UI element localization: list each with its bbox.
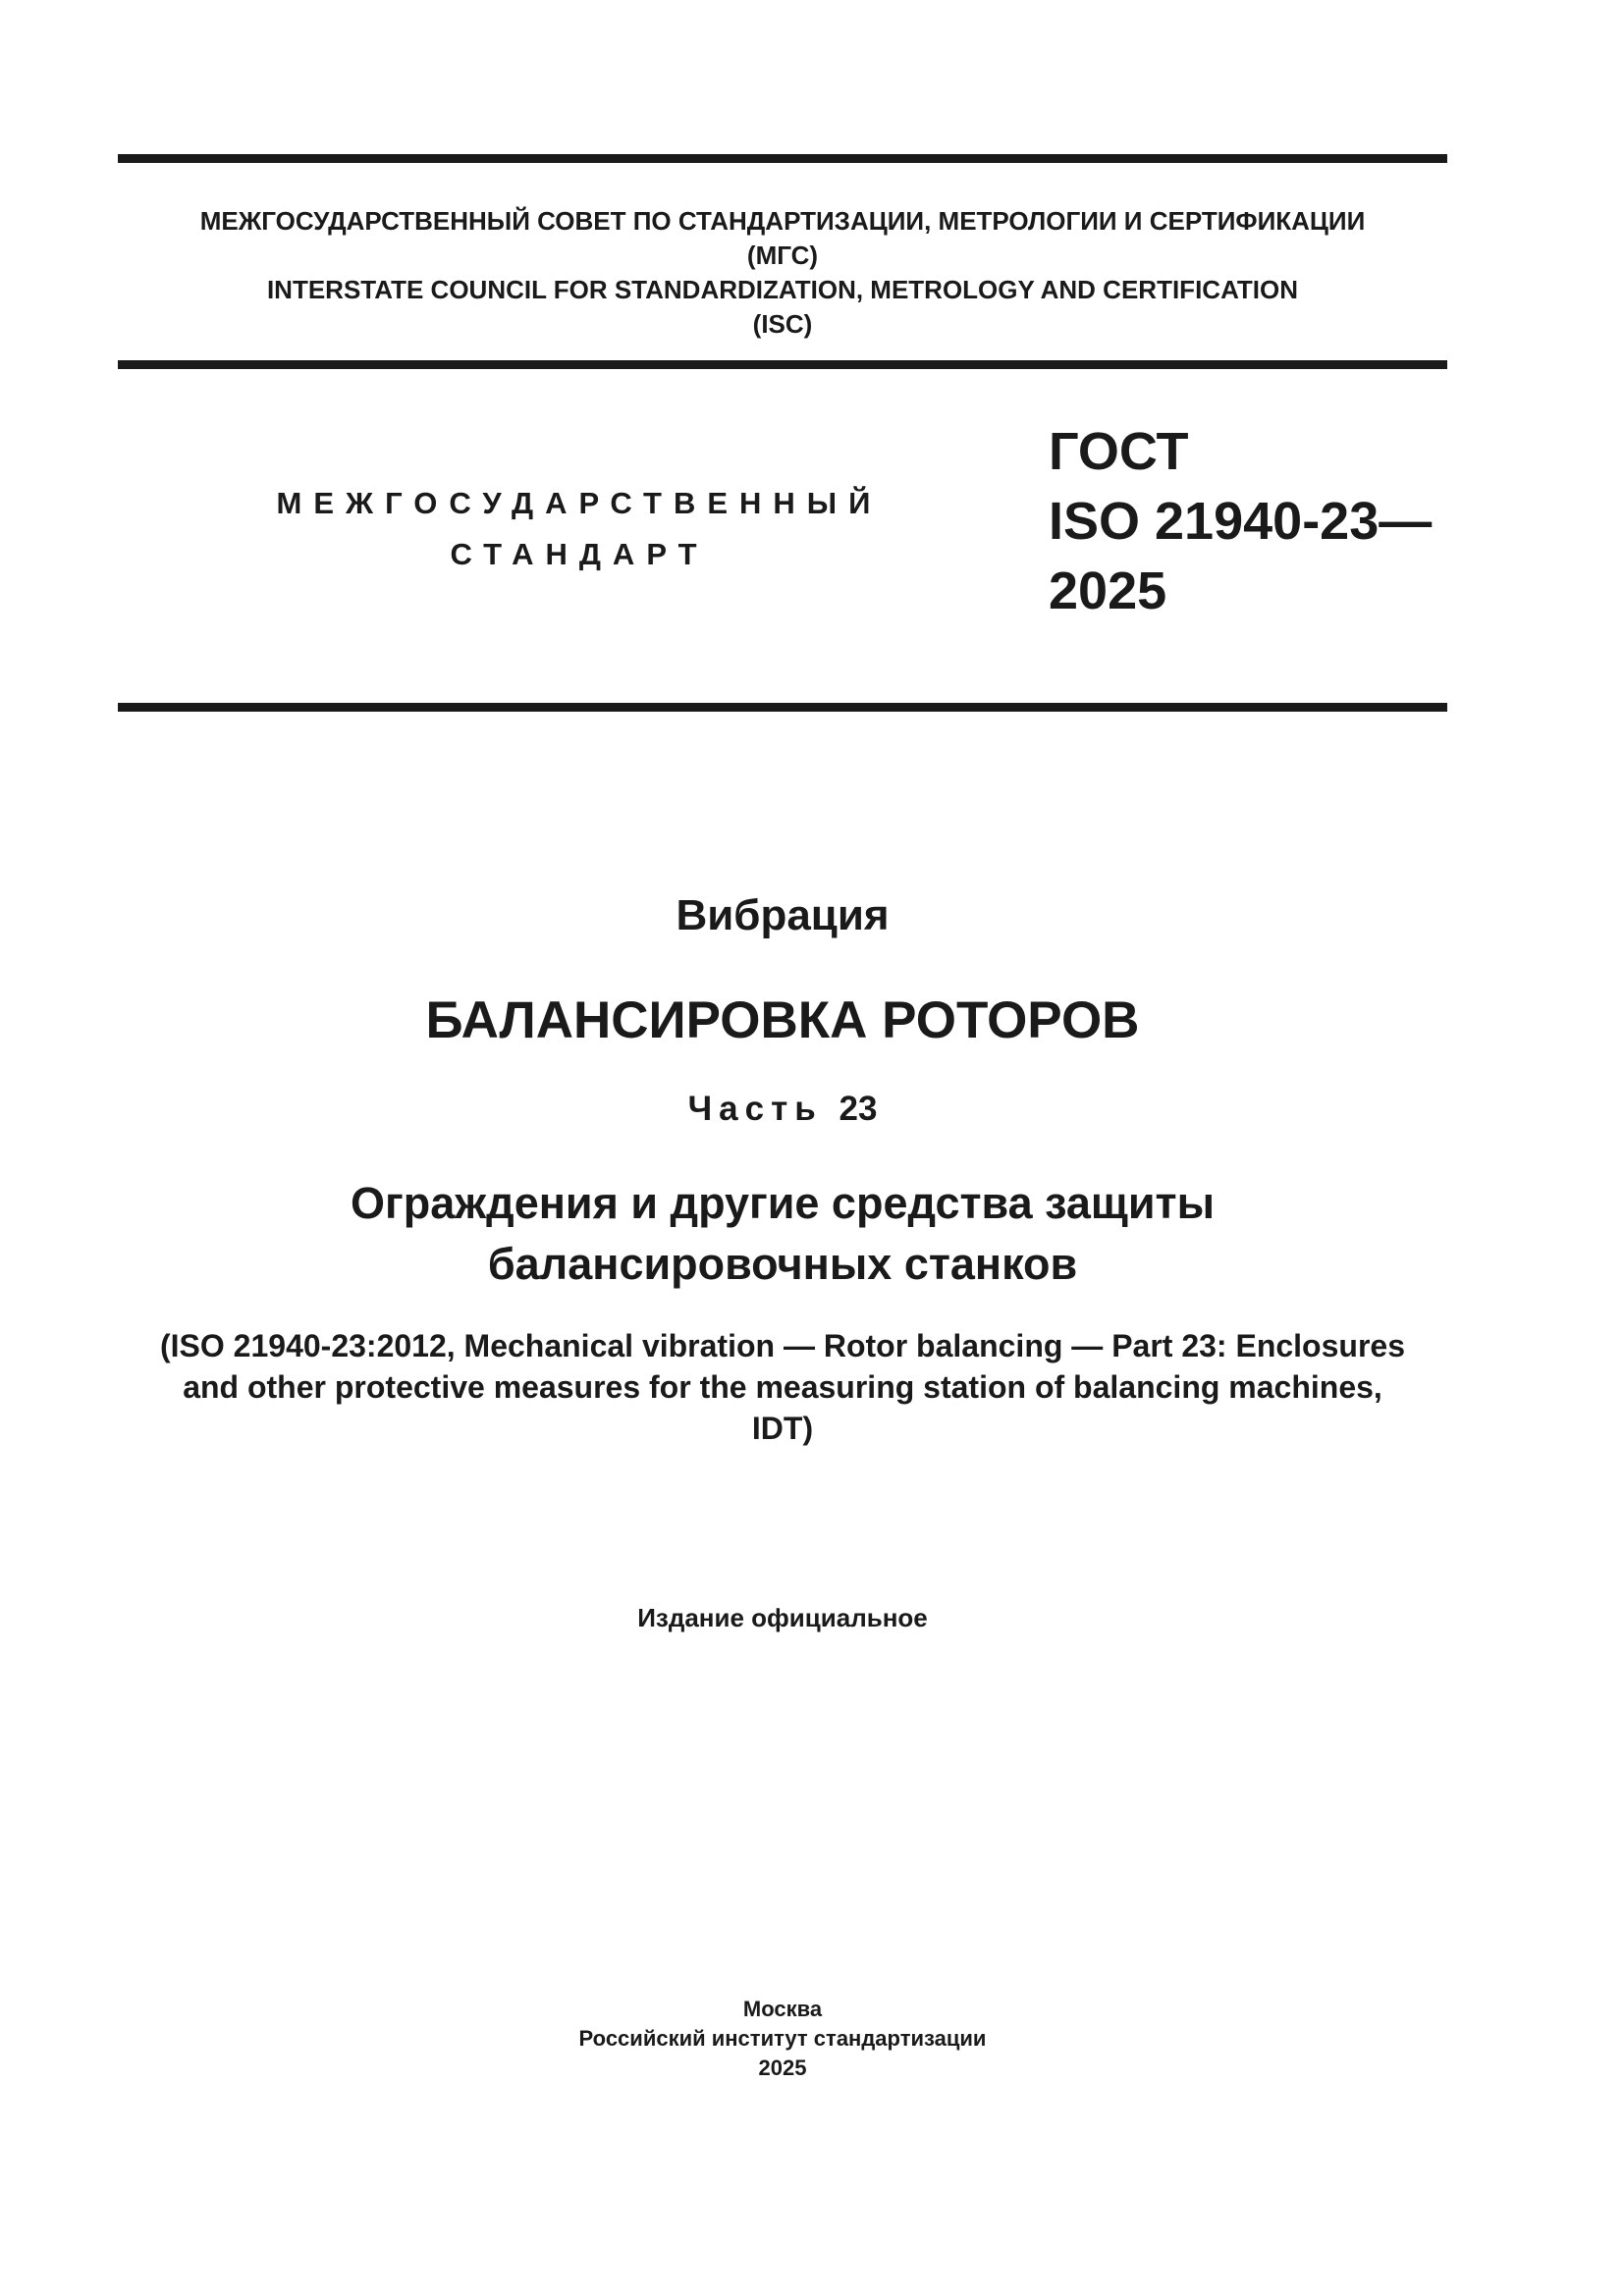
header-bottom-rule bbox=[118, 703, 1447, 712]
council-bottom-rule bbox=[118, 360, 1447, 369]
top-rule bbox=[118, 154, 1447, 163]
standard-type-line1: МЕЖГОСУДАРСТВЕННЫЙ bbox=[276, 486, 883, 520]
subtitle-line2: балансировочных станков bbox=[487, 1239, 1078, 1289]
title-subtitle bbox=[118, 1173, 1447, 1295]
part-number: 23 bbox=[839, 1090, 878, 1128]
iso-line2: and other protective measures for the measuring station of balancing machines, bbox=[183, 1369, 1382, 1405]
publisher-block bbox=[118, 1995, 1447, 2083]
title-main: БАЛАНСИРОВКА РОТОРОВ bbox=[425, 991, 1140, 1049]
council-ru-name: МЕЖГОСУДАРСТВЕННЫЙ СОВЕТ ПО СТАНДАРТИЗАЦИИ, МЕТРОЛОГИИ И СЕРТИФИКАЦИИ bbox=[199, 206, 1366, 236]
designation-line3: 2025 bbox=[1049, 561, 1167, 620]
iso-line1: (ISO 21940-23:2012, Mechanical vibration — Rotor balancing — Part 23: Enclosures bbox=[160, 1328, 1405, 1363]
title-part bbox=[118, 1085, 1447, 1134]
standard-designation bbox=[1049, 417, 1432, 626]
council-header bbox=[118, 204, 1447, 342]
part-word: Часть bbox=[687, 1090, 823, 1128]
council-ru-abbr: (МГС) bbox=[746, 240, 819, 270]
iso-line3: IDT) bbox=[751, 1411, 814, 1446]
publisher-year: 2025 bbox=[758, 2056, 807, 2080]
designation-line2: ISO 21940-23— bbox=[1049, 492, 1433, 551]
iso-reference bbox=[118, 1325, 1447, 1449]
subtitle-line1: Ограждения и другие средства защиты bbox=[350, 1178, 1216, 1228]
designation-line1: ГОСТ bbox=[1049, 422, 1189, 481]
council-en-name: INTERSTATE COUNCIL FOR STANDARDIZATION, METROLOGY AND CERTIFICATION bbox=[266, 275, 1299, 304]
edition-note: Издание официальное bbox=[637, 1603, 928, 1632]
publisher-city: Москва bbox=[742, 1997, 823, 2021]
publisher-institute: Российский институт стандартизации bbox=[578, 2026, 987, 2051]
standard-type bbox=[236, 478, 923, 580]
council-en-abbr: (ISC) bbox=[752, 309, 813, 339]
standard-type-line2: СТАНДАРТ bbox=[450, 537, 709, 571]
title-topic: Вибрация bbox=[676, 891, 890, 939]
